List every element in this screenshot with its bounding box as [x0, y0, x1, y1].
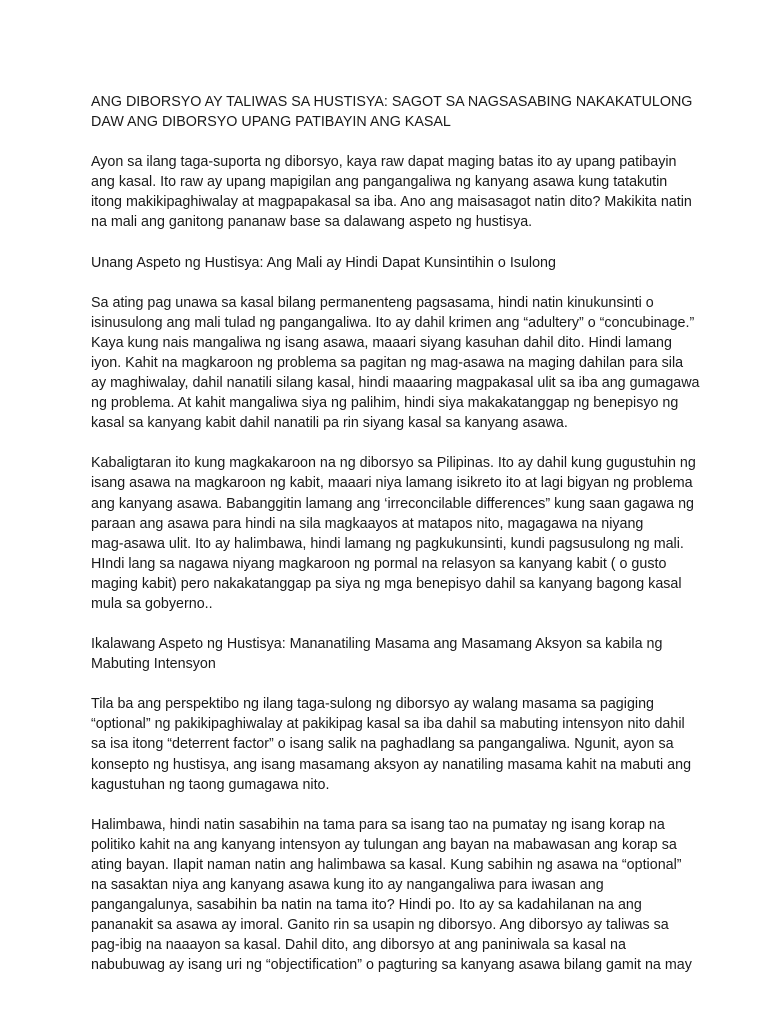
- body-paragraph: [91, 694, 698, 794]
- text-line: na sasaktan niya ang kanyang asawa kung ito ay nangangaliwa para iwasan ang: [91, 877, 604, 893]
- text-line: isang asawa na magkaroon ng kabit, maaari niya lamang isikreto ito at lagi bigyan ng problema: [91, 475, 693, 492]
- section-heading: [91, 253, 698, 273]
- text-line: itong makikipaghiwalay at magpapakasal sa iba. Ano ang maisasagot natin dito? Makikita natin: [91, 194, 692, 211]
- text-line: kagustuhan ng taong gumagawa nito.: [91, 776, 330, 793]
- text-line: Kaya kung nais mangaliwa ng isang asawa, maaari siyang kasuhan dahil dito. Hindi lamang: [91, 334, 672, 351]
- text-line: ay maghiwalay, dahil nanatili silang kasal, hindi maaaring magpakasal ulit sa iba ang gumagawa: [91, 375, 700, 392]
- text-line: na mali ang ganitong pananaw base sa dalawang aspeto ng hustisya.: [91, 214, 533, 231]
- text-line: isinusulong ang mali tulad ng pangangaliwa. Ito ay dahil krimen ang “adultery” o “concubinage.”: [91, 314, 695, 331]
- text-line: Halimbawa, hindi natin sasabihin na tama para sa isang tao na pumatay ng isang korap na: [91, 816, 665, 833]
- text-line: iyon. Kahit na magkaroon ng problema sa pagitan ng mag-asawa na maging dahilan para sila: [91, 354, 684, 371]
- text-line: mula sa gobyerno..: [91, 595, 213, 612]
- text-line: konsepto ng hustisya, ang isang masamang aksyon ay nanatiling masama kahit na mabuti ang: [91, 756, 692, 773]
- body-paragraph: [91, 453, 698, 614]
- text-line: Ikalawang Aspeto ng Hustisya: Mananatiling Masama ang Masamang Aksyon sa kabila ng: [91, 636, 663, 653]
- document-title: [91, 92, 698, 132]
- text-line: ang kasal. Ito raw ay upang mapigilan ang pangangaliwa ng kanyang asawa kung tatakutin: [91, 174, 668, 191]
- text-line: politiko kahit na ang kanyang intensyon ay tulungan ang bayan na mabawasan ang korap sa: [91, 836, 677, 853]
- text-line: Sa ating pag unawa sa kasal bilang permanenteng pagsasama, hindi natin kinukunsinti o: [91, 294, 654, 311]
- body-paragraph: [91, 293, 698, 434]
- text-line: Tila ba ang perspektibo ng ilang taga-sulong ng diborsyo ay walang masama sa pagiging: [91, 696, 654, 713]
- text-line: ng problema. At kahit mangaliwa siya ng palihim, hindi siya makakatanggap ng benepisyo ng: [91, 395, 679, 412]
- text-line: kasal sa kanyang kabit dahil nanatili pa rin siyang kasal sa kanyang asawa.: [91, 415, 568, 432]
- text-line: Mabuting Intensyon: [91, 656, 216, 673]
- body-paragraph: [91, 152, 698, 232]
- text-line: Unang Aspeto ng Hustisya: Ang Mali ay Hindi Dapat Kunsintihin o Isulong: [91, 254, 556, 271]
- text-line: nabubuwag ay isang uri ng “objectification” o pagturing sa kanyang asawa bilang gamit na may: [91, 957, 692, 974]
- text-line: “optional” ng pakikipaghiwalay at pakikipag kasal sa iba dahil sa mabuting intensyon nito dahil: [91, 716, 685, 733]
- text-line: ating bayan. Ilapit naman natin ang halimbawa sa kasal. Kung sabihin ng asawa na “optional”: [91, 856, 682, 873]
- text-line: sa isa itong “deterrent factor” o isang salik na paghadlang sa pangangaliwa. Ngunit, ayon sa: [91, 736, 674, 753]
- text-line: pag-ibig na naaayon sa kasal. Dahil dito, ang diborsyo at ang paniniwala sa kasal na: [91, 937, 626, 954]
- text-line: DAW ANG DIBORSYO UPANG PATIBAYIN ANG KASAL: [91, 114, 451, 131]
- text-line: mag-asawa ulit. Ito ay halimbawa, hindi lamang ng pagkukunsinti, kundi pagsusulong ng mali.: [91, 535, 684, 552]
- text-line: ang kanyang asawa. Babanggitin lamang ang ‘irreconcilable differences” kung saan gagawa ng: [91, 495, 694, 512]
- text-line: pangangalunya, sasabihin ba natin na tama ito? Hindi po. Ito ay sa kadahilanan na ang: [91, 897, 642, 914]
- text-line: paraan ang asawa para hindi na sila magkaayos at matapos nito, magagawa na niyang: [91, 515, 644, 532]
- section-heading: [91, 634, 698, 674]
- text-line: Ayon sa ilang taga-suporta ng diborsyo, kaya raw dapat maging batas ito ay upang patibayin: [91, 154, 677, 171]
- text-line: Kabaligtaran ito kung magkakaroon na ng diborsyo sa Pilipinas. Ito ay dahil kung gugustuhin ng: [91, 455, 696, 472]
- text-line: maging kabit) pero nakakatanggap pa siya ng mga benepisyo dahil sa kanyang bagong kasal: [91, 575, 682, 592]
- text-line: pananakit sa asawa ay imoral. Ganito rin sa usapin ng diborsyo. Ang diborsyo ay taliwas sa: [91, 917, 669, 934]
- text-line: ANG DIBORSYO AY TALIWAS SA HUSTISYA: SAGOT SA NAGSASABING NAKAKATULONG: [91, 94, 693, 110]
- text-line: HIndi lang sa nagawa niyang magkaroon ng pormal na relasyon sa kanyang kabit ( o gusto: [91, 555, 667, 572]
- body-paragraph: [91, 815, 698, 976]
